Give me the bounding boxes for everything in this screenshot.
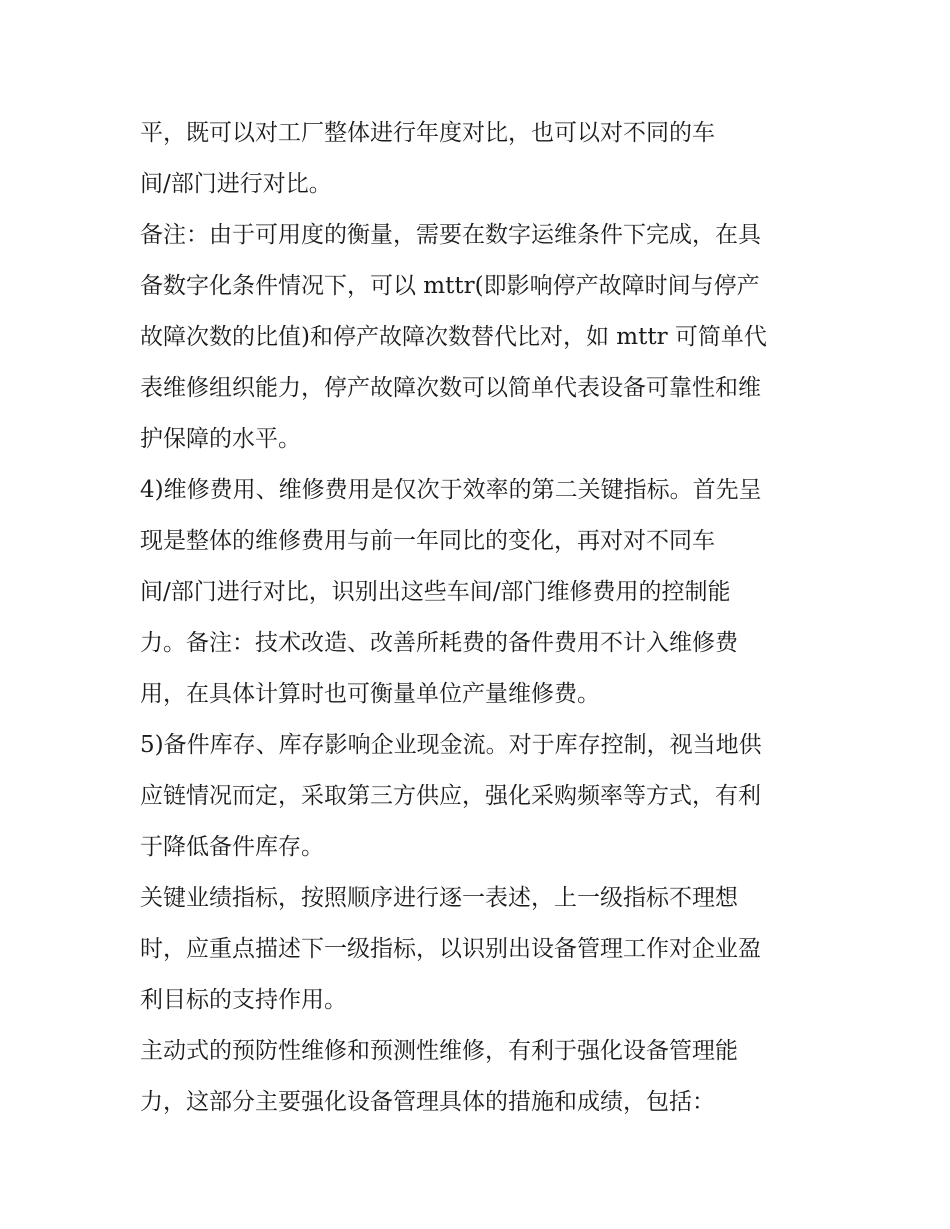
text-line: 护保障的水平。: [140, 426, 301, 452]
text-line: 间/部门进行对比，识别出这些车间/部门维修费用的控制能: [140, 579, 731, 605]
text-line: 备注：由于可用度的衡量，需要在数字运维条件下完成，在具: [140, 222, 761, 248]
text-line: 关键业绩指标，按照顺序进行逐一表述，上一级指标不理想: [140, 885, 738, 911]
text-line: 力。备注：技术改造、改善所耗费的备件费用不计入维修费: [140, 630, 738, 656]
text-line: 利目标的支持作用。: [140, 987, 347, 1013]
text-line: 时，应重点描述下一级指标，以识别出设备管理工作对企业盈: [140, 936, 761, 962]
text-line: 5)备件库存、库存影响企业现金流。对于库存控制，视当地供: [140, 732, 762, 758]
text-line: 表维修组织能力，停产故障次数可以简单代表设备可靠性和维: [140, 375, 761, 401]
text-line: 用，在具体计算时也可衡量单位产量维修费。: [140, 681, 600, 707]
text-line: 备数字化条件情况下，可以 mttr(即影响停产故障时间与停产: [140, 273, 760, 299]
text-line: 故障次数的比值)和停产故障次数替代比对，如 mttr 可简单代: [140, 324, 767, 350]
text-line: 现是整体的维修费用与前一年同比的变化，再对对不同车: [140, 528, 715, 554]
text-line: 力，这部分主要强化设备管理具体的措施和成绩，包括：: [140, 1089, 715, 1115]
text-line: 主动式的预防性维修和预测性维修，有利于强化设备管理能: [140, 1038, 738, 1064]
text-line: 间/部门进行对比。: [140, 171, 332, 197]
text-line: 于降低备件库存。: [140, 834, 324, 860]
document-body: [140, 108, 820, 1128]
text-line: 平，既可以对工厂整体进行年度对比，也可以对不同的车: [140, 120, 715, 146]
text-line: 4)维修费用、维修费用是仅次于效率的第二关键指标。首先呈: [140, 477, 762, 503]
text-line: 应链情况而定，采取第三方供应，强化采购频率等方式，有利: [140, 783, 761, 809]
